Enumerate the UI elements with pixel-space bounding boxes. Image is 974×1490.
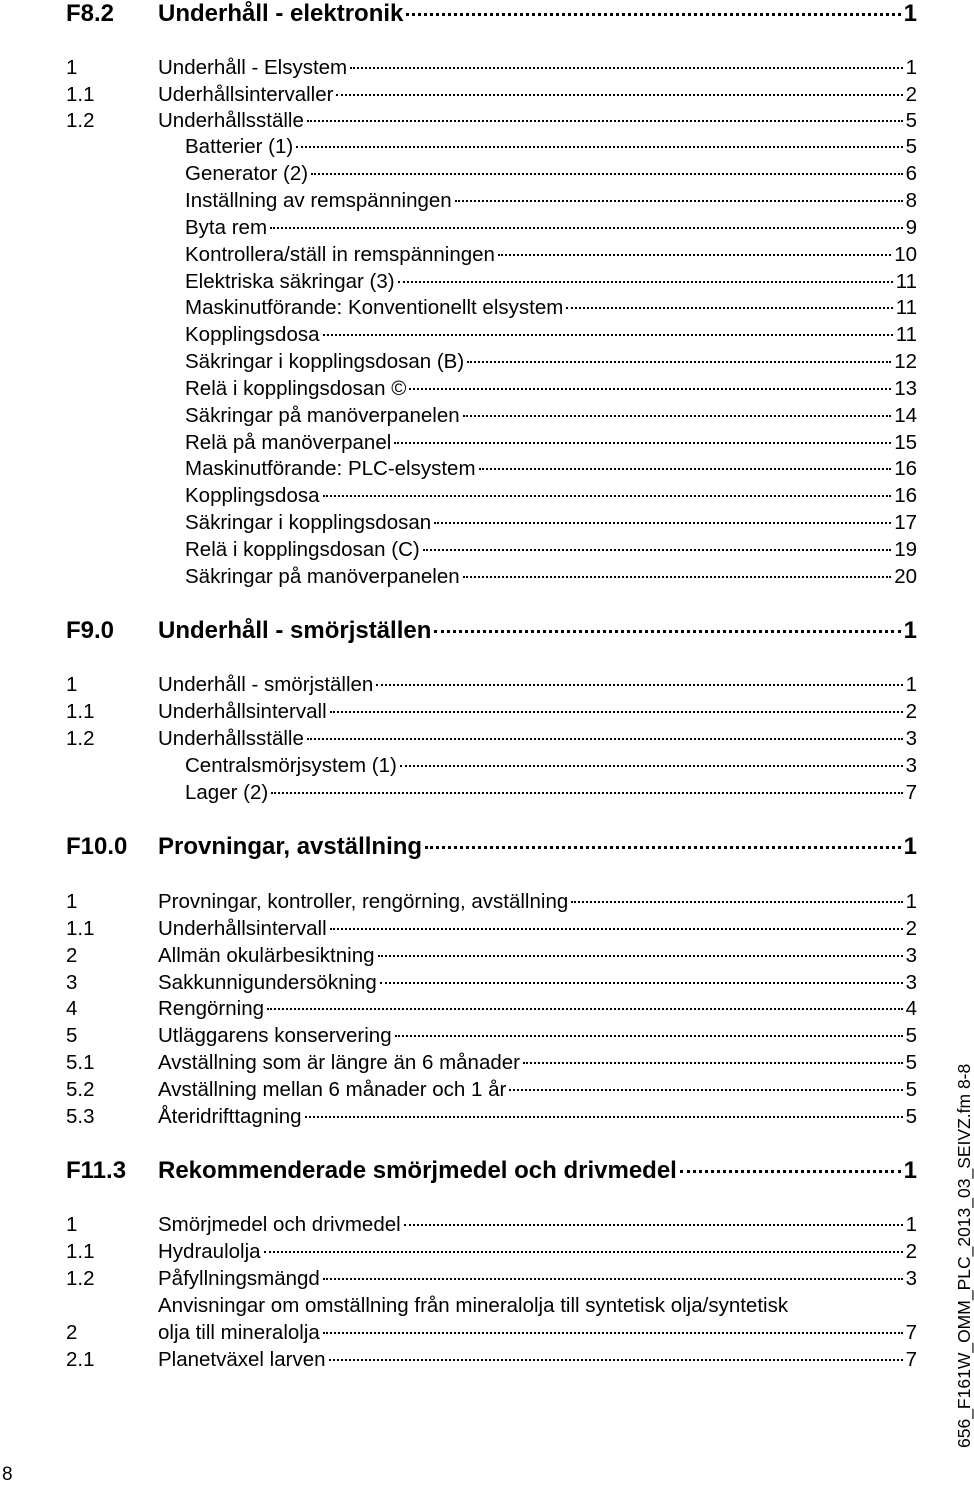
toc-entry-page: 4: [905, 997, 917, 1020]
toc-chapter-heading[interactable]: [0, 615, 917, 647]
toc-entry-title: Smörjmedel och drivmedel: [158, 1213, 401, 1236]
toc-entry-page: 1: [903, 1157, 917, 1184]
toc-entry[interactable]: [0, 1265, 917, 1292]
file-reference-label: 656_F161W_OMM_PLC_2013_03_SEIVZ.fm 8-8: [954, 1063, 974, 1448]
toc-entry-title: Uderhållsintervaller: [158, 83, 334, 106]
toc-entry-page: 1: [903, 0, 917, 27]
toc-entry[interactable]: [0, 375, 917, 402]
toc-entry-title: Maskinutförande: Konventionellt elsystem: [185, 296, 564, 319]
toc-entry[interactable]: [0, 725, 917, 752]
toc-entry-title: Underhåll - elektronik: [158, 0, 404, 27]
toc-entry[interactable]: [0, 214, 917, 241]
toc-entry-page: 12: [894, 350, 917, 373]
toc-entry-title: Underhållsintervall: [158, 917, 327, 940]
toc-entry-page: 1: [903, 833, 917, 860]
toc-entry-page: 6: [905, 162, 917, 185]
toc-entry-title: Utläggarens konservering: [158, 1024, 392, 1047]
toc-entry-page: 2: [905, 1240, 917, 1263]
toc-entry-title: Provningar, kontroller, rengörning, avställning: [158, 890, 569, 913]
dot-leader: [409, 388, 891, 390]
dot-leader: [264, 1251, 903, 1253]
toc-entry[interactable]: [0, 942, 917, 969]
toc-entry-page: 17: [894, 511, 917, 534]
toc-entry-number: F11.3: [66, 1157, 127, 1184]
dot-leader: [398, 281, 893, 283]
toc-entry-page: 11: [895, 296, 917, 319]
toc-entry-page: 5: [905, 109, 917, 132]
toc-entry[interactable]: [0, 241, 917, 268]
dot-leader: [350, 67, 902, 69]
toc-entry-page: 13: [894, 377, 917, 400]
toc-entry-page: 5: [905, 135, 917, 158]
toc-entry-title: Relä i kopplingsdosan (C): [185, 538, 420, 561]
dot-leader: [479, 468, 892, 470]
toc-entry-title: Lager (2): [185, 781, 269, 804]
dot-leader: [271, 792, 902, 794]
toc-entry-title: Maskinutförande: PLC-elsystem: [185, 457, 476, 480]
toc-entry-page: 1: [905, 56, 917, 79]
toc-entry[interactable]: [0, 509, 917, 536]
toc-entry-page: 1: [905, 673, 917, 696]
toc-entry-page: 1: [903, 617, 917, 644]
dot-leader: [463, 576, 892, 578]
dot-leader: [296, 146, 902, 148]
dot-leader: [680, 1170, 901, 1173]
dot-leader: [400, 765, 903, 767]
toc-entry-number: 1.2: [66, 727, 95, 750]
toc-entry-page: 5: [905, 1024, 917, 1047]
toc-entry-title: Elektriska säkringar (3): [185, 270, 395, 293]
toc-entry-page: 11: [895, 270, 917, 293]
toc-entry[interactable]: [0, 482, 917, 509]
toc-entry-page: 5: [905, 1105, 917, 1128]
page-number: 8: [2, 1464, 13, 1485]
dot-leader: [323, 1278, 903, 1280]
dot-leader: [434, 630, 900, 633]
toc-entry-title: Avställning som är längre än 6 månader: [158, 1051, 520, 1074]
toc-entry[interactable]: [0, 133, 917, 160]
dot-leader: [523, 1062, 903, 1064]
toc-entry-number: 1.2: [66, 109, 95, 132]
dot-leader: [378, 955, 903, 957]
toc-entry-number: 3: [66, 971, 78, 994]
dot-leader: [270, 227, 903, 229]
dot-leader: [329, 1359, 903, 1361]
toc-entry-page: 11: [895, 323, 917, 346]
toc-entry-page: 19: [894, 538, 917, 561]
toc-entry-page: 16: [894, 484, 917, 507]
dot-leader: [267, 1008, 903, 1010]
toc-entry-number: 1: [66, 56, 78, 79]
dot-leader: [395, 1035, 903, 1037]
toc-entry-number: 1: [66, 1213, 78, 1236]
toc-entry-title: Generator (2): [185, 162, 309, 185]
toc-entry[interactable]: [0, 348, 917, 375]
toc-entry-number: 1: [66, 673, 78, 696]
dot-leader: [323, 334, 893, 336]
toc-entry[interactable]: [0, 1103, 917, 1130]
toc-entry-title: Rengörning: [158, 997, 264, 1020]
dot-leader: [423, 549, 891, 551]
toc-entry-title: Inställning av remspänningen: [185, 189, 452, 212]
dot-leader: [566, 307, 892, 309]
toc-entry[interactable]: [0, 455, 917, 482]
toc-entry-title: Relä i kopplingsdosan ©: [185, 377, 407, 400]
toc-entry-page: 1: [905, 1213, 917, 1236]
toc-entry[interactable]: [0, 54, 917, 81]
toc-entry-page: 3: [905, 971, 917, 994]
dot-leader: [323, 1332, 903, 1334]
toc-entry-number: 1: [66, 890, 78, 913]
toc-entry-number: 5.2: [66, 1078, 95, 1101]
toc-entry[interactable]: [0, 1022, 917, 1049]
toc-entry-page: 3: [905, 944, 917, 967]
toc-entry[interactable]: [0, 698, 917, 725]
toc-entry-page: 2: [905, 700, 917, 723]
toc-entry-number: F9.0: [66, 617, 115, 644]
dot-leader: [330, 711, 903, 713]
toc-entry-number: 1.1: [66, 700, 95, 723]
toc-entry-title: Kopplingsdosa: [185, 484, 320, 507]
toc-entry-page: 9: [905, 216, 917, 239]
toc-chapter-heading[interactable]: [0, 0, 917, 30]
toc-entry[interactable]: [0, 1049, 917, 1076]
toc-entry-title: Säkringar på manöverpanelen: [185, 404, 460, 427]
toc-entry[interactable]: [0, 888, 917, 915]
dot-leader: [455, 200, 903, 202]
toc-entry-number: 1.2: [66, 1267, 95, 1290]
toc-chapter-heading[interactable]: [0, 1155, 917, 1187]
toc-entry[interactable]: [0, 294, 917, 321]
toc-entry-number: 2: [66, 944, 78, 967]
toc-entry-title: Underhållsställe: [158, 109, 304, 132]
toc-entry-title: olja till mineralolja: [158, 1321, 320, 1344]
toc-entry-title: Underhåll - Elsystem: [158, 56, 348, 79]
toc-entry-number: 1.1: [66, 1240, 95, 1263]
toc-entry-title: Byta rem: [185, 216, 268, 239]
dot-leader: [434, 522, 891, 524]
toc-entry-number: 5.3: [66, 1105, 95, 1128]
toc-chapter-heading[interactable]: [0, 831, 917, 863]
toc-entry-page: 5: [905, 1078, 917, 1101]
toc-entry-title: Underhåll - smörjställen: [158, 617, 432, 644]
dot-leader: [425, 846, 901, 849]
toc-entry-number: 1.1: [66, 917, 95, 940]
dot-leader: [307, 120, 903, 122]
toc-entry-page: 2: [905, 917, 917, 940]
toc-entry-title: Säkringar i kopplingsdosan: [185, 511, 432, 534]
dot-leader: [571, 901, 902, 903]
toc-entry-page: 5: [905, 1051, 917, 1074]
dot-leader: [307, 738, 903, 740]
toc-entry-title: Säkringar på manöverpanelen: [185, 565, 460, 588]
toc-entry-number: F8.2: [66, 0, 115, 27]
toc-entry-number: 4: [66, 997, 78, 1020]
toc-entry-page: 16: [894, 457, 917, 480]
toc-entry-page: 8: [905, 189, 917, 212]
dot-leader: [380, 982, 903, 984]
dot-leader: [376, 684, 902, 686]
toc-entry-number: F10.0: [66, 833, 128, 860]
toc-entry[interactable]: [0, 1346, 917, 1373]
toc-entry[interactable]: [0, 1211, 917, 1238]
toc-entry-title: Säkringar i kopplingsdosan (B): [185, 350, 465, 373]
toc-entry-title: Hydraulolja: [158, 1240, 261, 1263]
toc-entry-page: 7: [905, 1348, 917, 1371]
toc-entry[interactable]: [0, 671, 917, 698]
dot-leader: [404, 1224, 903, 1226]
toc-entry-title: Underhållsintervall: [158, 700, 327, 723]
dot-leader: [467, 361, 891, 363]
toc-entry[interactable]: [0, 995, 917, 1022]
toc-entry[interactable]: [0, 160, 917, 187]
toc-entry-page: 3: [905, 754, 917, 777]
toc-entry-page: 3: [905, 727, 917, 750]
toc-entry[interactable]: [0, 1319, 917, 1346]
toc-entry-number: 2.1: [66, 1348, 95, 1371]
toc-entry-page: 1: [905, 890, 917, 913]
toc-entry-title: Återidrifttagning: [158, 1105, 302, 1128]
toc-entry-title: Relä på manöverpanel: [185, 431, 392, 454]
dot-leader: [323, 495, 892, 497]
toc-entry[interactable]: [0, 1238, 917, 1265]
toc-entry-title: Centralsmörjsystem (1): [185, 754, 397, 777]
toc-entry-title: Underhåll - smörjställen: [158, 673, 374, 696]
toc-entry-page: 3: [905, 1267, 917, 1290]
dot-leader: [330, 928, 903, 930]
toc-entry[interactable]: [0, 81, 917, 108]
toc-entry-title: Provningar, avställning: [158, 833, 423, 860]
toc-entry-title-line1: Anvisningar om omställning från mineralolja till syntetisk olja/syntetisk: [158, 1294, 789, 1317]
toc-entry[interactable]: [0, 969, 917, 996]
toc-entry-page: 14: [894, 404, 917, 427]
toc-entry-page: 15: [894, 431, 917, 454]
toc-entry-title: Allmän okulärbesiktning: [158, 944, 375, 967]
toc-entry-number: 5: [66, 1024, 78, 1047]
toc-entry-page: 10: [894, 243, 917, 266]
toc-entry-title: Rekommenderade smörjmedel och drivmedel: [158, 1157, 677, 1184]
toc-entry-number: 5.1: [66, 1051, 95, 1074]
dot-leader: [394, 442, 891, 444]
toc-entry[interactable]: [0, 536, 917, 563]
toc-entry[interactable]: [0, 752, 917, 779]
toc-entry[interactable]: [0, 429, 917, 456]
toc-entry-number: 2: [66, 1321, 78, 1344]
toc-entry[interactable]: [0, 915, 917, 942]
dot-leader: [509, 1089, 902, 1091]
toc-entry-title: Planetväxel larven: [158, 1348, 326, 1371]
toc-entry[interactable]: [0, 402, 917, 429]
toc-entry[interactable]: [0, 107, 917, 134]
toc-entry[interactable]: [0, 268, 917, 295]
toc-entry[interactable]: [0, 779, 917, 806]
toc-entry-title: Avställning mellan 6 månader och 1 år: [158, 1078, 507, 1101]
toc-entry-title: Påfyllningsmängd: [158, 1267, 320, 1290]
dot-leader: [406, 13, 900, 16]
toc-entry-page: 2: [905, 83, 917, 106]
dot-leader: [336, 94, 902, 96]
toc-entry[interactable]: [0, 321, 917, 348]
toc-entry-title: Kontrollera/ställ in remspänningen: [185, 243, 495, 266]
toc-entry-number: 1.1: [66, 83, 95, 106]
toc-entry-page: 7: [905, 781, 917, 804]
toc-entry-title: Batterier (1): [185, 135, 294, 158]
dot-leader: [305, 1116, 903, 1118]
toc-entry-title: Kopplingsdosa: [185, 323, 320, 346]
toc-entry-page: 20: [894, 565, 917, 588]
dot-leader: [463, 415, 892, 417]
toc-entry[interactable]: [0, 187, 917, 214]
toc-entry-page: 7: [905, 1321, 917, 1344]
dot-leader: [498, 254, 891, 256]
dot-leader: [311, 173, 903, 175]
toc-entry-title: Underhållsställe: [158, 727, 304, 750]
toc-entry-title: Sakkunnigundersökning: [158, 971, 377, 994]
toc-entry[interactable]: [0, 1076, 917, 1103]
toc-entry[interactable]: [0, 563, 917, 590]
